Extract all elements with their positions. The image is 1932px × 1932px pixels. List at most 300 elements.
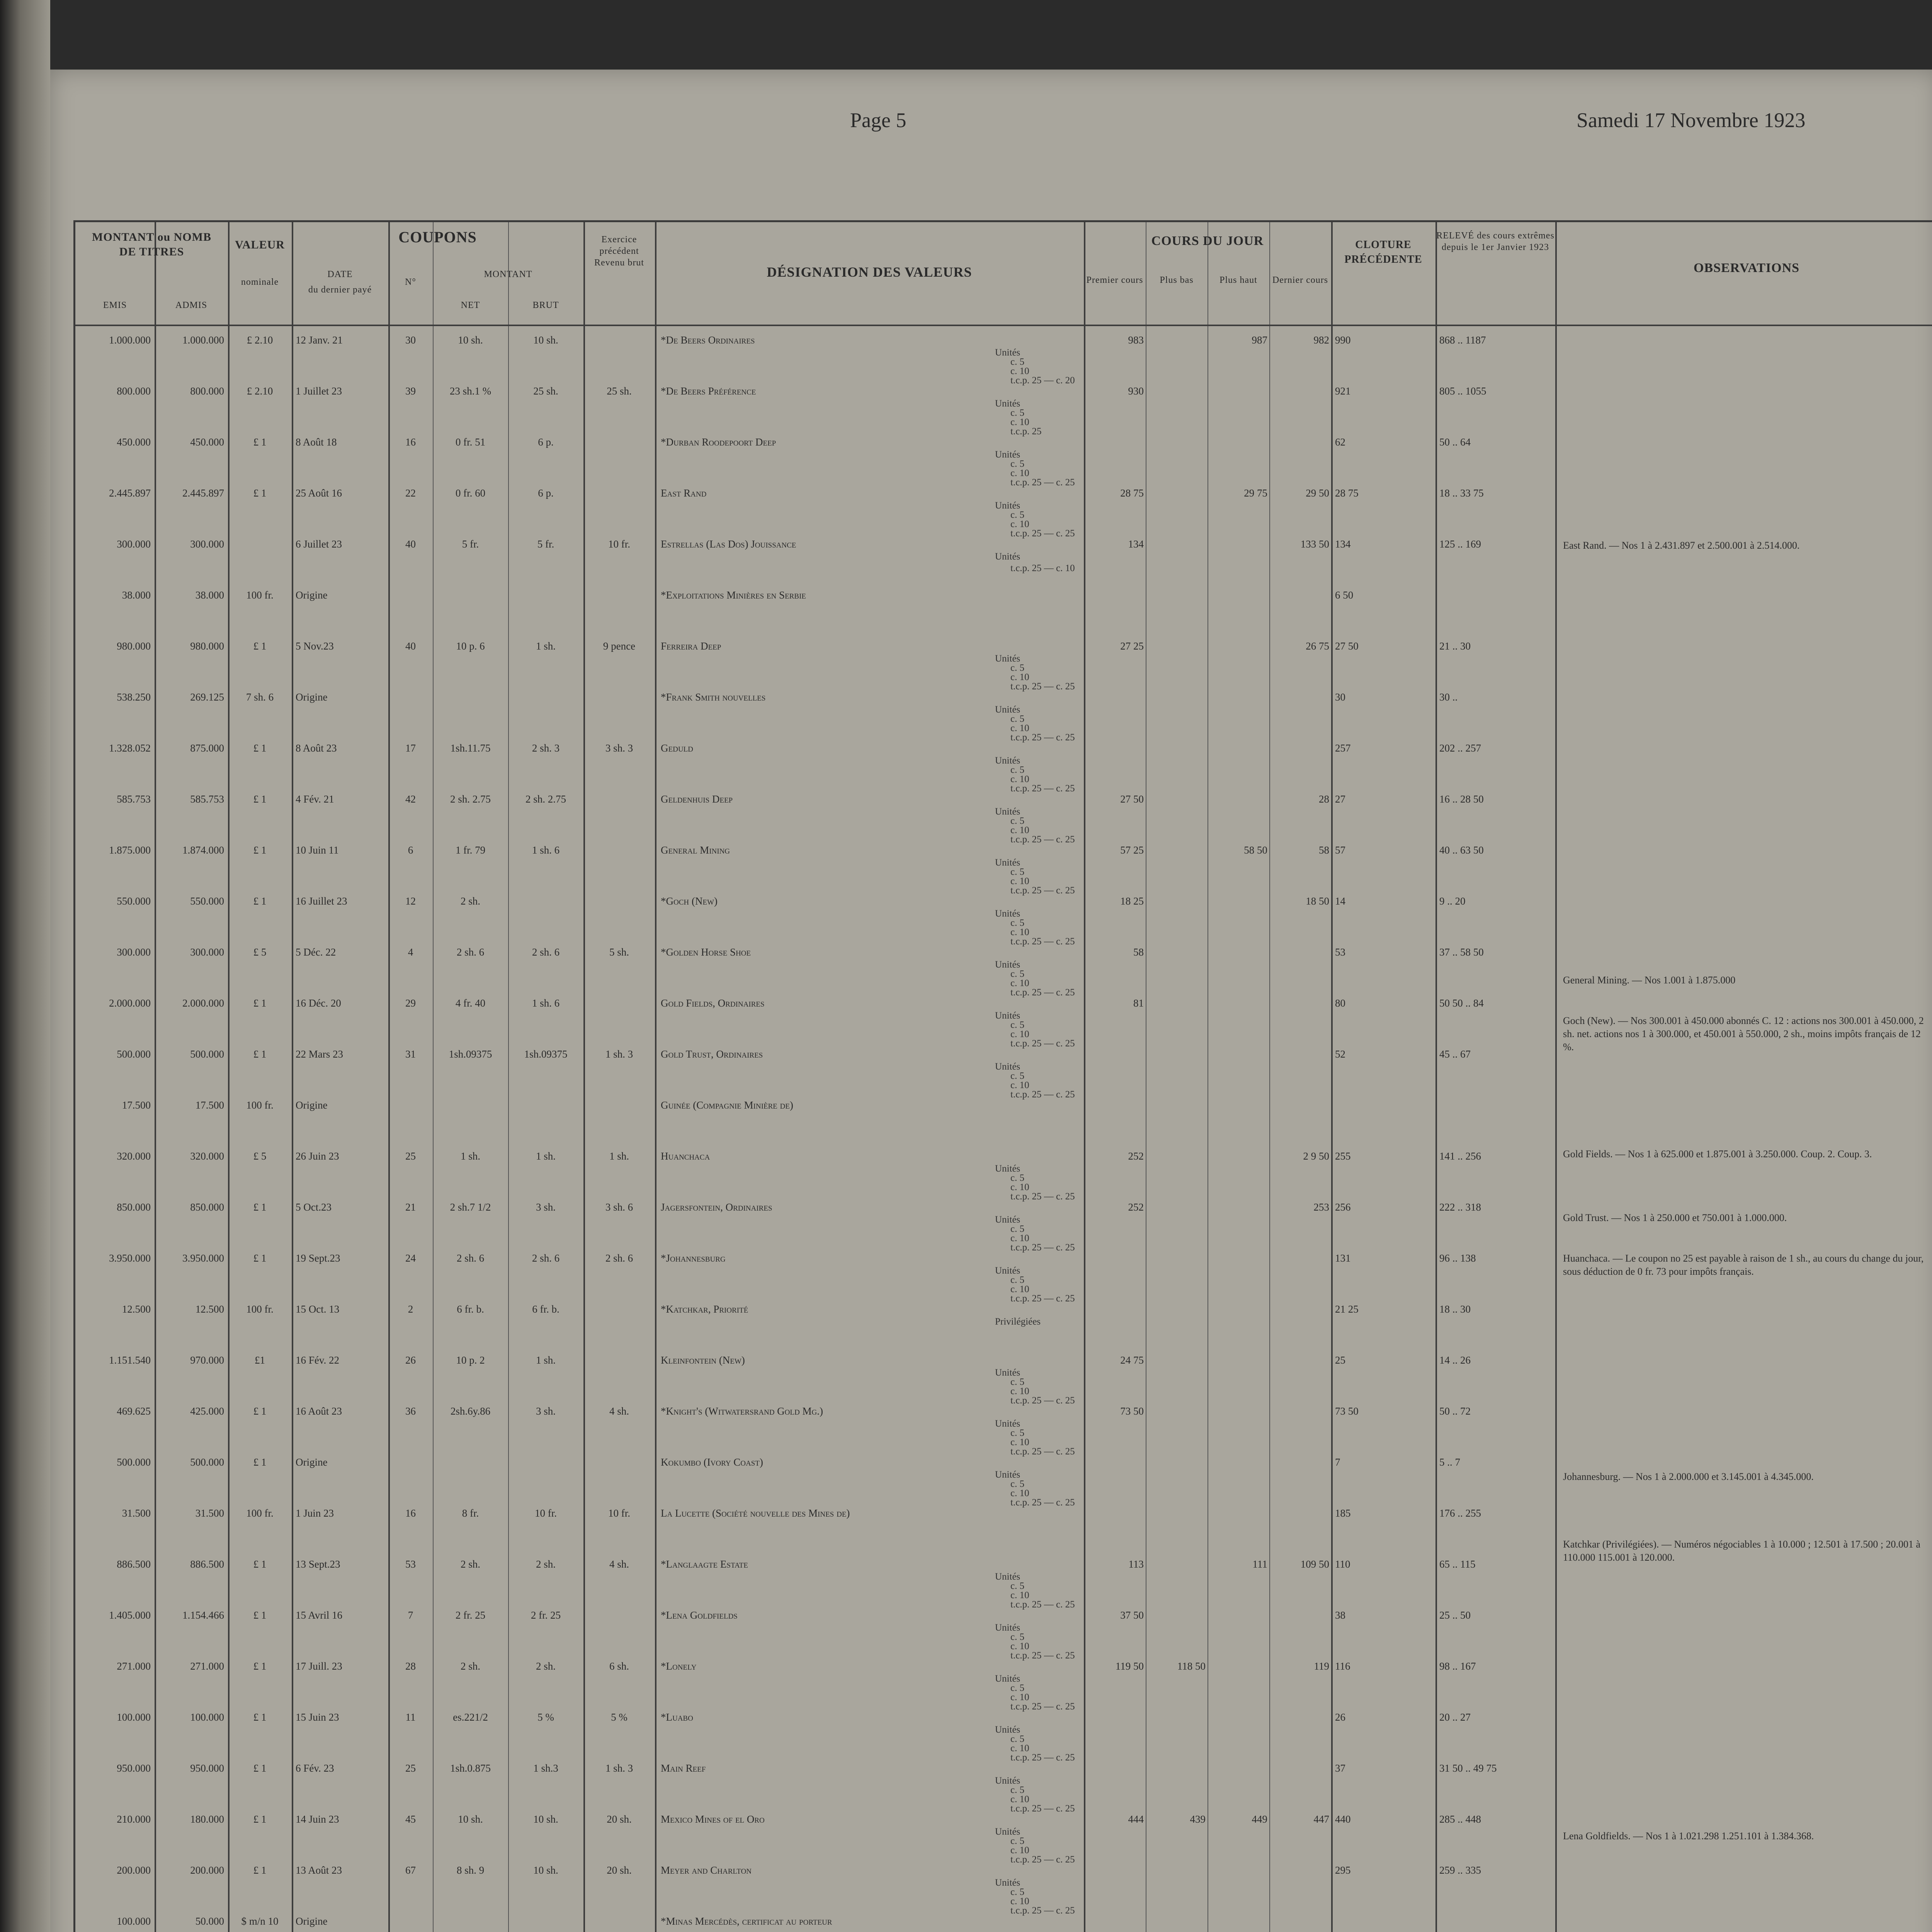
cell-clot: 26 bbox=[1335, 1711, 1345, 1723]
sub-line: c. 5 bbox=[1010, 1581, 1025, 1591]
cell-val: £ 5 bbox=[253, 1150, 267, 1162]
cell-emis: 38.000 bbox=[122, 589, 151, 601]
cell-clot: 14 bbox=[1335, 895, 1345, 907]
cell-emis: 320.000 bbox=[117, 1150, 151, 1162]
cell-net: 10 sh. bbox=[458, 334, 483, 346]
sub-line: Privilégiées bbox=[995, 1316, 1041, 1327]
security-name: *Lena Goldfields bbox=[661, 1609, 738, 1621]
cell-rel: 868 .. 1187 bbox=[1439, 334, 1486, 346]
cell-no: 6 bbox=[408, 844, 413, 856]
cell-net: 8 fr. bbox=[462, 1507, 479, 1519]
cell-emis: 12.500 bbox=[122, 1303, 151, 1315]
cell-no: 16 bbox=[405, 1507, 416, 1519]
cell-rel: 14 .. 26 bbox=[1439, 1354, 1471, 1366]
cell-cdate: 15 Avril 16 bbox=[296, 1609, 342, 1621]
cell-emis: 550.000 bbox=[117, 895, 151, 907]
cell-prem: 81 bbox=[1133, 997, 1144, 1009]
cell-rel: 31 50 .. 49 75 bbox=[1439, 1762, 1497, 1774]
cell-brut: 10 fr. bbox=[535, 1507, 557, 1519]
cell-dern: 982 bbox=[1313, 334, 1329, 346]
cell-admis: 300.000 bbox=[190, 538, 224, 550]
cell-no: 29 bbox=[405, 997, 416, 1009]
cell-dern: 18 50 bbox=[1306, 895, 1329, 907]
cell-clot: 52 bbox=[1335, 1048, 1345, 1060]
cell-net: 0 fr. 51 bbox=[455, 436, 486, 448]
cell-prem: 930 bbox=[1128, 385, 1144, 397]
sub-line: c. 5 bbox=[1010, 459, 1025, 469]
cell-rel: 16 .. 28 50 bbox=[1439, 793, 1484, 805]
header-exercice: Exercice précédent Revenu brut bbox=[594, 235, 644, 268]
cell-admis: 550.000 bbox=[190, 895, 224, 907]
header-dernier: Dernier cours bbox=[1272, 275, 1328, 285]
sub-line: c. 10 bbox=[1010, 1641, 1029, 1651]
observation-note: General Mining. — Nos 1.001 à 1.875.000 bbox=[1563, 975, 1736, 986]
security-name: *Golden Horse Shoe bbox=[661, 946, 751, 958]
cell-val: £1 bbox=[255, 1354, 265, 1366]
cell-val: £ 1 bbox=[253, 487, 267, 499]
sub-line: t.c.p. 25 — c. 25 bbox=[1010, 1191, 1075, 1202]
cell-net: 2 sh. 2.75 bbox=[450, 793, 491, 805]
sub-line: c. 5 bbox=[1010, 1734, 1025, 1744]
sub-line: t.c.p. 25 — c. 25 bbox=[1010, 1803, 1075, 1814]
cell-val: 100 fr. bbox=[246, 1303, 274, 1315]
cell-no: 12 bbox=[405, 895, 416, 907]
header-no: N° bbox=[405, 277, 416, 287]
cell-rev: 3 sh. 3 bbox=[605, 742, 633, 754]
cell-clot: 6 50 bbox=[1335, 589, 1354, 601]
sub-line: c. 5 bbox=[1010, 1632, 1025, 1642]
cell-no: 53 bbox=[405, 1558, 416, 1570]
header-premier: Premier cours bbox=[1086, 275, 1143, 285]
cell-cdate: 15 Oct. 13 bbox=[296, 1303, 340, 1315]
cell-no: 21 bbox=[405, 1201, 416, 1213]
sub-line: c. 10 bbox=[1010, 1845, 1029, 1855]
cell-emis: 2.445.897 bbox=[109, 487, 151, 499]
sub-line: t.c.p. 25 — c. 25 bbox=[1010, 732, 1075, 743]
cell-net: 2 sh. 6 bbox=[456, 946, 485, 958]
cell-emis: 500.000 bbox=[117, 1048, 151, 1060]
cell-net: 2 sh. 6 bbox=[456, 1252, 485, 1264]
cell-net: 4 fr. 40 bbox=[455, 997, 486, 1009]
table-row bbox=[75, 742, 1932, 793]
table-row bbox=[75, 793, 1932, 844]
cell-clot: 27 50 bbox=[1335, 640, 1359, 652]
sub-line: c. 10 bbox=[1010, 1794, 1029, 1804]
security-name: *Knight's (Witwatersrand Gold Mg.) bbox=[661, 1405, 823, 1417]
header-valeur: VALEUR bbox=[235, 238, 285, 251]
cell-cdate: 14 Juin 23 bbox=[296, 1813, 339, 1825]
cell-clot: 185 bbox=[1335, 1507, 1351, 1519]
table-row bbox=[75, 1201, 1932, 1252]
cell-net: 10 p. 6 bbox=[456, 640, 485, 652]
sub-line: Unités bbox=[995, 1010, 1020, 1021]
cell-no: 40 bbox=[405, 538, 416, 550]
cell-no: 4 bbox=[408, 946, 413, 958]
cell-brut: 2 sh. 3 bbox=[532, 742, 560, 754]
table-row bbox=[75, 589, 1932, 640]
cell-cdate: Origine bbox=[296, 1456, 328, 1468]
header-admis: ADMIS bbox=[175, 300, 207, 310]
cell-no: 39 bbox=[405, 385, 416, 397]
cell-admis: 800.000 bbox=[190, 385, 224, 397]
header-net: NET bbox=[461, 300, 480, 310]
security-name: Gold Fields, Ordinaires bbox=[661, 997, 765, 1009]
cell-val: 100 fr. bbox=[246, 1507, 274, 1519]
security-name: *De Beers Préférence bbox=[661, 385, 756, 397]
sub-line: Unités bbox=[995, 1418, 1020, 1429]
cell-rev: 20 sh. bbox=[607, 1813, 632, 1825]
facing-page-edge bbox=[0, 0, 50, 1932]
cell-rel: 9 .. 20 bbox=[1439, 895, 1466, 907]
sub-line: c. 10 bbox=[1010, 876, 1029, 886]
cell-admis: 3.950.000 bbox=[182, 1252, 224, 1264]
cell-clot: 921 bbox=[1335, 385, 1351, 397]
cell-clot: 21 25 bbox=[1335, 1303, 1359, 1315]
cell-clot: 27 bbox=[1335, 793, 1345, 805]
sub-line: c. 10 bbox=[1010, 1080, 1029, 1090]
cell-cdate: 12 Janv. 21 bbox=[296, 334, 343, 346]
sub-line: Unités bbox=[995, 653, 1020, 664]
sub-line: c. 5 bbox=[1010, 1377, 1025, 1387]
cell-admis: 886.500 bbox=[190, 1558, 224, 1570]
cell-cdate: 16 Déc. 20 bbox=[296, 997, 341, 1009]
cell-no: 2 bbox=[408, 1303, 413, 1315]
cell-haut: 987 bbox=[1252, 334, 1267, 346]
cell-emis: 300.000 bbox=[117, 946, 151, 958]
cell-dern: 447 bbox=[1313, 1813, 1329, 1825]
cell-rev: 1 sh. 3 bbox=[605, 1048, 633, 1060]
table-row bbox=[75, 1099, 1932, 1150]
cell-brut: 1 sh. 6 bbox=[532, 997, 560, 1009]
sub-line: c. 10 bbox=[1010, 1692, 1029, 1702]
cell-clot: 134 bbox=[1335, 538, 1351, 550]
sub-line: Unités bbox=[995, 1725, 1020, 1735]
security-name: Estrellas (Las Dos) Jouissance bbox=[661, 538, 796, 550]
cell-rev: 6 sh. bbox=[609, 1660, 629, 1672]
table-row bbox=[75, 1915, 1932, 1932]
observation-note: Lena Goldfields. — Nos 1 à 1.021.298 1.251.101 à 1.384.368. bbox=[1563, 1830, 1814, 1842]
cell-bas: 118 50 bbox=[1177, 1660, 1206, 1672]
sub-line: c. 10 bbox=[1010, 1896, 1029, 1906]
cell-prem: 252 bbox=[1128, 1150, 1144, 1162]
cell-dern: 2 9 50 bbox=[1303, 1150, 1329, 1162]
cell-net: 10 p. 2 bbox=[456, 1354, 485, 1366]
security-name: General Mining bbox=[661, 844, 730, 856]
cell-clot: 57 bbox=[1335, 844, 1345, 856]
cell-clot: 53 bbox=[1335, 946, 1345, 958]
cell-prem: 27 50 bbox=[1120, 793, 1144, 805]
cell-haut: 29 75 bbox=[1244, 487, 1267, 499]
cell-rel: 50 50 .. 84 bbox=[1439, 997, 1484, 1009]
cell-admis: 269.125 bbox=[190, 691, 224, 703]
observation-note: Huanchaca. — Le coupon no 25 est payable à raison de 1 sh., au cours du change du jour, sous déduction de 0 fr. 73 pour impôts français. bbox=[1563, 1253, 1924, 1277]
cell-val: £ 1 bbox=[253, 793, 267, 805]
cell-rel: 285 .. 448 bbox=[1439, 1813, 1481, 1825]
cell-admis: 2.000.000 bbox=[182, 997, 224, 1009]
sub-line: Unités bbox=[995, 551, 1020, 562]
cell-no: 45 bbox=[405, 1813, 416, 1825]
sub-line: Unités bbox=[995, 1367, 1020, 1378]
header-designation: DÉSIGNATION DES VALEURS bbox=[767, 264, 972, 280]
cell-val: £ 1 bbox=[253, 1456, 267, 1468]
sub-line: Unités bbox=[995, 1163, 1020, 1174]
cell-no: 30 bbox=[405, 334, 416, 346]
table-row bbox=[75, 1660, 1932, 1711]
cell-no: 42 bbox=[405, 793, 416, 805]
cell-val: 100 fr. bbox=[246, 1099, 274, 1111]
sub-line: c. 5 bbox=[1010, 867, 1025, 877]
cell-net: 2 fr. 25 bbox=[455, 1609, 486, 1621]
cell-admis: 31.500 bbox=[195, 1507, 224, 1519]
sub-line: c. 5 bbox=[1010, 765, 1025, 775]
sub-line: t.c.p. 25 — c. 20 bbox=[1010, 375, 1075, 386]
cell-cdate: 25 Août 16 bbox=[296, 487, 342, 499]
sub-line: t.c.p. 25 — c. 25 bbox=[1010, 681, 1075, 692]
sub-line: t.c.p. 25 — c. 25 bbox=[1010, 1446, 1075, 1457]
sub-line: Unités bbox=[995, 1571, 1020, 1582]
table-row bbox=[75, 1048, 1932, 1099]
cell-haut: 449 bbox=[1252, 1813, 1267, 1825]
cell-emis: 585.753 bbox=[117, 793, 151, 805]
cell-cdate: 16 Fév. 22 bbox=[296, 1354, 339, 1366]
sub-line: Unités bbox=[995, 857, 1020, 868]
cell-brut: 6 p. bbox=[538, 436, 554, 448]
sub-line: c. 5 bbox=[1010, 816, 1025, 826]
cell-emis: 100.000 bbox=[117, 1915, 151, 1927]
cell-brut: 1 sh.3 bbox=[533, 1762, 558, 1774]
security-name: Main Reef bbox=[661, 1762, 706, 1774]
cell-admis: 17.500 bbox=[195, 1099, 224, 1111]
cell-cdate: Origine bbox=[296, 1099, 328, 1111]
security-name: Kokumbo (Ivory Coast) bbox=[661, 1456, 763, 1468]
cell-emis: 300.000 bbox=[117, 538, 151, 550]
sub-line: t.c.p. 25 — c. 25 bbox=[1010, 1242, 1075, 1253]
sub-line: t.c.p. 25 — c. 25 bbox=[1010, 1089, 1075, 1100]
cell-emis: 1.000.000 bbox=[109, 334, 151, 346]
cell-brut: 1 sh. bbox=[536, 1354, 556, 1366]
header-cours-du-jour: COURS DU JOUR bbox=[1151, 234, 1264, 248]
cell-emis: 2.000.000 bbox=[109, 997, 151, 1009]
cell-rel: 18 .. 30 bbox=[1439, 1303, 1471, 1315]
cell-brut: 2 sh. 6 bbox=[532, 946, 560, 958]
cell-val: 7 sh. 6 bbox=[246, 691, 274, 703]
cell-val: £ 1 bbox=[253, 1864, 267, 1876]
cell-prem: 444 bbox=[1128, 1813, 1144, 1825]
table-row bbox=[75, 487, 1932, 538]
cell-val: £ 1 bbox=[253, 1201, 267, 1213]
cell-clot: 110 bbox=[1335, 1558, 1350, 1570]
cell-clot: 131 bbox=[1335, 1252, 1351, 1264]
cell-dern: 58 bbox=[1319, 844, 1329, 856]
cell-emis: 271.000 bbox=[117, 1660, 151, 1672]
security-name: Meyer and Charlton bbox=[661, 1864, 752, 1876]
cell-cdate: Origine bbox=[296, 691, 328, 703]
sub-line: Unités bbox=[995, 1214, 1020, 1225]
cell-val: £ 1 bbox=[253, 1711, 267, 1723]
cell-cdate: 13 Août 23 bbox=[296, 1864, 342, 1876]
sub-line: c. 10 bbox=[1010, 1743, 1029, 1753]
sub-line: c. 10 bbox=[1010, 774, 1029, 784]
table-row bbox=[75, 334, 1932, 385]
header-nominale: nominale bbox=[241, 277, 279, 287]
sub-line: c. 10 bbox=[1010, 672, 1029, 682]
cell-brut: 10 sh. bbox=[533, 1864, 558, 1876]
cell-cdate: 10 Juin 11 bbox=[296, 844, 339, 856]
table-row bbox=[75, 946, 1932, 997]
cell-prem: 983 bbox=[1128, 334, 1144, 346]
cell-admis: 320.000 bbox=[190, 1150, 224, 1162]
cell-brut: 1sh.09375 bbox=[524, 1048, 568, 1060]
cell-admis: 1.874.000 bbox=[182, 844, 224, 856]
cell-bas: 439 bbox=[1190, 1813, 1206, 1825]
cell-clot: 37 bbox=[1335, 1762, 1345, 1774]
cell-emis: 1.405.000 bbox=[109, 1609, 151, 1621]
sub-line: c. 10 bbox=[1010, 825, 1029, 835]
cell-rel: 125 .. 169 bbox=[1439, 538, 1481, 550]
cell-emis: 17.500 bbox=[122, 1099, 151, 1111]
table-row bbox=[75, 1303, 1932, 1354]
cell-cdate: 17 Juill. 23 bbox=[296, 1660, 342, 1672]
sub-line: t.c.p. 25 — c. 10 bbox=[1010, 563, 1075, 573]
sub-line: c. 10 bbox=[1010, 1590, 1029, 1600]
cell-admis: 38.000 bbox=[195, 589, 224, 601]
cell-prem: 252 bbox=[1128, 1201, 1144, 1213]
cell-emis: 1.875.000 bbox=[109, 844, 151, 856]
cell-rel: 40 .. 63 50 bbox=[1439, 844, 1484, 856]
cell-brut: 6 fr. b. bbox=[532, 1303, 560, 1315]
table-row bbox=[75, 1609, 1932, 1660]
cell-admis: 850.000 bbox=[190, 1201, 224, 1213]
securities-table bbox=[73, 220, 1932, 1932]
page-date: Samedi 17 Novembre 1923 bbox=[1577, 109, 1806, 132]
cell-cdate: 4 Fév. 21 bbox=[296, 793, 334, 805]
sub-line: Unités bbox=[995, 398, 1020, 409]
cell-brut: 1 sh. bbox=[536, 640, 556, 652]
cell-emis: 31.500 bbox=[122, 1507, 151, 1519]
cell-no: 40 bbox=[405, 640, 416, 652]
sub-line: t.c.p. 25 — c. 25 bbox=[1010, 1293, 1075, 1304]
sub-line: t.c.p. 25 — c. 25 bbox=[1010, 936, 1075, 947]
table-row bbox=[75, 640, 1932, 691]
cell-admis: 1.154.466 bbox=[182, 1609, 224, 1621]
cell-rel: 96 .. 138 bbox=[1439, 1252, 1476, 1264]
header-observations: OBSERVATIONS bbox=[1693, 261, 1800, 275]
cell-prem: 24 75 bbox=[1120, 1354, 1144, 1366]
sub-line: Unités bbox=[995, 1265, 1020, 1276]
sub-line: Unités bbox=[995, 449, 1020, 460]
cell-dern: 28 bbox=[1319, 793, 1329, 805]
cell-cdate: 1 Juin 23 bbox=[296, 1507, 334, 1519]
cell-val: £ 1 bbox=[253, 1813, 267, 1825]
security-name: *Frank Smith nouvelles bbox=[661, 691, 766, 703]
cell-no: 26 bbox=[405, 1354, 416, 1366]
cell-rel: 141 .. 256 bbox=[1439, 1150, 1481, 1162]
cell-admis: 450.000 bbox=[190, 436, 224, 448]
cell-cdate: 1 Juillet 23 bbox=[296, 385, 342, 397]
sub-line: Unités bbox=[995, 806, 1020, 817]
cell-cdate: 19 Sept.23 bbox=[296, 1252, 340, 1264]
cell-val: £ 1 bbox=[253, 895, 267, 907]
cell-cdate: 5 Oct.23 bbox=[296, 1201, 332, 1213]
security-name: Huanchaca bbox=[661, 1150, 710, 1162]
observation-note: Goch (New). — Nos 300.001 à 450.000 abonnés C. 12 : actions nos 300.001 à 450.000, 2 sh. net. actions nos 1 à 300.000, et 450.001 à 550.000, 2 sh., moins impôts français de 12 %. bbox=[1563, 1015, 1924, 1053]
cell-haut: 111 bbox=[1252, 1558, 1267, 1570]
cell-no: 17 bbox=[405, 742, 416, 754]
cell-val: £ 1 bbox=[253, 640, 267, 652]
cell-clot: 80 bbox=[1335, 997, 1345, 1009]
cell-clot: 990 bbox=[1335, 334, 1351, 346]
sub-line: Unités bbox=[995, 1878, 1020, 1888]
cell-brut: 5 fr. bbox=[537, 538, 554, 550]
security-name: Guinée (Compagnie Minière de) bbox=[661, 1099, 793, 1111]
cell-rev: 5 sh. bbox=[609, 946, 629, 958]
cell-cdate: 5 Nov.23 bbox=[296, 640, 334, 652]
header-rule bbox=[75, 325, 1932, 326]
cell-prem: 57 25 bbox=[1120, 844, 1144, 856]
sub-line: Unités bbox=[995, 1469, 1020, 1480]
sub-line: t.c.p. 25 — c. 25 bbox=[1010, 1854, 1075, 1865]
table-row bbox=[75, 1762, 1932, 1813]
sub-line: Unités bbox=[995, 908, 1020, 919]
cell-net: 1 sh. bbox=[460, 1150, 480, 1162]
sub-line: Unités bbox=[995, 1673, 1020, 1684]
header-plus-haut: Plus haut bbox=[1219, 275, 1257, 285]
cell-admis: 2.445.897 bbox=[182, 487, 224, 499]
header-date: DATE bbox=[327, 269, 353, 279]
sub-line: t.c.p. 25 — c. 25 bbox=[1010, 1701, 1075, 1712]
security-name: *Langlaagte Estate bbox=[661, 1558, 748, 1570]
sub-line: c. 5 bbox=[1010, 408, 1025, 418]
sub-line: c. 10 bbox=[1010, 417, 1029, 427]
sub-line: c. 10 bbox=[1010, 723, 1029, 733]
header-plus-bas: Plus bas bbox=[1160, 275, 1194, 285]
sub-line: c. 5 bbox=[1010, 357, 1025, 367]
cell-clot: 7 bbox=[1335, 1456, 1340, 1468]
cell-clot: 28 75 bbox=[1335, 487, 1359, 499]
table-row bbox=[75, 1405, 1932, 1456]
cell-brut: 6 p. bbox=[538, 487, 554, 499]
cell-clot: 116 bbox=[1335, 1660, 1350, 1672]
sub-line: Unités bbox=[995, 347, 1020, 358]
cell-prem: 113 bbox=[1128, 1558, 1144, 1570]
cell-cdate: 8 Août 18 bbox=[296, 436, 337, 448]
header-dernier-paye: du dernier payé bbox=[308, 285, 372, 295]
cell-rel: 65 .. 115 bbox=[1439, 1558, 1476, 1570]
cell-cdate: 13 Sept.23 bbox=[296, 1558, 340, 1570]
cell-cdate: Origine bbox=[296, 589, 328, 601]
sub-line: c. 10 bbox=[1010, 519, 1029, 529]
cell-admis: 425.000 bbox=[190, 1405, 224, 1417]
cell-admis: 950.000 bbox=[190, 1762, 224, 1774]
cell-emis: 950.000 bbox=[117, 1762, 151, 1774]
table-row bbox=[75, 844, 1932, 895]
cell-net: 23 sh.1 % bbox=[449, 385, 492, 397]
cell-rel: 202 .. 257 bbox=[1439, 742, 1481, 754]
sub-line: t.c.p. 25 — c. 25 bbox=[1010, 477, 1075, 488]
cell-brut: 2 sh. bbox=[536, 1558, 556, 1570]
cell-admis: 875.000 bbox=[190, 742, 224, 754]
observation-note: Gold Trust. — Nos 1 à 250.000 et 750.001 à 1.000.000. bbox=[1563, 1212, 1787, 1223]
table-row bbox=[75, 691, 1932, 742]
security-name: *Goch (New) bbox=[661, 895, 718, 907]
cell-rel: 18 .. 33 75 bbox=[1439, 487, 1484, 499]
sub-line: t.c.p. 25 — c. 25 bbox=[1010, 987, 1075, 998]
cell-rel: 50 .. 64 bbox=[1439, 436, 1471, 448]
cell-val: £ 1 bbox=[253, 1252, 267, 1264]
cell-rev: 4 sh. bbox=[609, 1558, 629, 1570]
cell-dern: 133 50 bbox=[1300, 538, 1329, 550]
cell-brut: 2 fr. 25 bbox=[531, 1609, 561, 1621]
